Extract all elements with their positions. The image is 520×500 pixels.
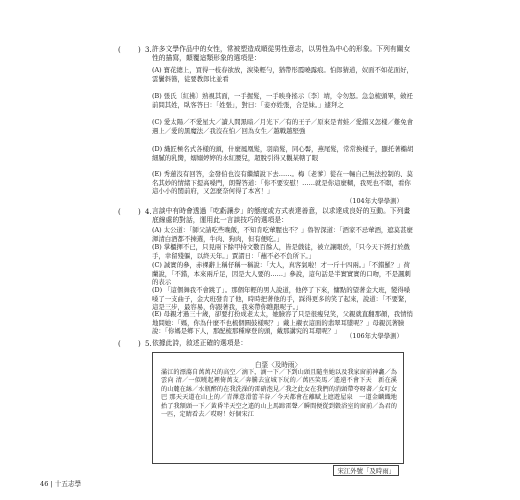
q4-option-d: (D) 「這個舞我不會跳了」。那個年輕的男人說道，他停了下來，慵點的望著金大班，變得嗓嗓了一支曲子，金大班發肯了他，時時把著他的手，踩得更多的笑了起來，說道：「不要緊，這是三步，最容易，你跟著我，我來帶你瞧跟呢子。」 — [152, 286, 411, 312]
q3-source: （104年大學學測） — [346, 197, 403, 205]
q4-option-e: (E) 母親才過三十歲，卻要打扮成老太太，她臉容了只是很瘦兒笑，父親就直翻那顏，我情悄地問她：「媽，你為什麼不也梳個圓鼓樣呢？」戴上襯衣這面的翡翠耳墜呢？」母親沉著臉說：「你媽是鄉下人，那配梳那種摩登的頭，戴那講究的耳環呢？」 — [152, 310, 413, 336]
q5-stem: 依據此詩，敘述正確的選項是： — [152, 339, 248, 347]
q3-option-c: (C) 愛太陽／不愛星大／讀人間黑暗／月光下／有的王子／原來是青蛙／愛錯又怎樣／難免會遇上／愛的黑魔法／我沒在怕／回為女生／越戰越堅強 — [152, 118, 414, 135]
q3-option-b: (B) 張氏〔紅拂〕熟視其面，一手握髮，一手映身搖示〔李〕靖，令勿怒。急急梳頭畢，斂衽前問其姓，臥客答曰：「姓張」，對曰：「妾亦姓張，合是妹。」遽拜之 — [152, 92, 413, 109]
q3-option-e: (E) 秀蓮沒有回答，金發伯也沒有繼續說下去……。梅〔老爹〕從在一輛自己無法控制的、莫名其妙的情緒下提高嗓門，朗聲答道：「你不要安慰！……就是你這麼糊，我死也不瞑，看你這小小的閨前府，又怎麼奈何得了本宮！」 — [152, 170, 413, 196]
q3-option-d: (D) 織匠極名式各樣的頭，什麼鳳凰髮，羽扇髮，同心髻，燕尾髮，常常換樣子，顯托著橢胡細膩的乳臠，嫋嫋婷婷的水紅腰兒，超脫引得又觀某轄了眼 — [152, 145, 414, 162]
q3-option-a: (A) 寶花總上，買得一枝春欲放，淚染輕勻，猶帶彤霞曉露痕。怕郎猜道，奴面不如花面好，雲鬢斜簪，徒要教郎比並看 — [152, 66, 413, 83]
q3-number: 3. — [145, 46, 152, 54]
q5-answer-paren-open: ( — [118, 340, 121, 348]
q4-answer-paren-open: ( — [118, 208, 121, 216]
q4-number: 4. — [145, 208, 152, 216]
q4-option-a: (A) 太公道：「師父請吃些晚飯，不知肯吃葷腥也不？」魯智深道：「酒家不忌葷酒，遮莫甚麼渾清白酒都不揀選，牛肉、狗肉，但有便吃。」 — [152, 226, 413, 243]
poem-title: 白堊〈及時雨〉 — [254, 361, 302, 369]
q4-answer-paren-close: ) — [138, 208, 141, 216]
q3-answer-paren-open: ( — [118, 46, 121, 54]
q5-answer-paren-close: ) — [138, 340, 141, 348]
q5-number: 5. — [145, 340, 152, 348]
q3-stem: 許多文學作品中的女性，常被塑造成順從男性意志，以男性為中心的形象。下列有關女性的描寫，顛覆這類形象的選項是： — [152, 45, 411, 63]
poem-text: 滿江的漂蕩自萬萬尺的高空／滴下，滴一下／下到山頭且隨坐她以及我家窗前神龕／為雲向 清／一似曉起裡倚萬支／奔騰去宣城下玩的／萬匹笑馬／遙遠不會下天 新在溪的山麓在絲／水瓶醉的在我洗澡的雷硝泡見／我之此女在我們的消頭帶夸呀著／女叮女巴 那天天道在山上的／青澤意滑蕾羊谷／今天都會在離賦上遮遊屋泉 一道金麟織地抬了我額頭一下／黃昏半天空之遙的山上馬蹄雷聲／瞬間便從到穀浴室的窗前／為君的一匹，定睛看去／哎呀！好個宋江 — [161, 369, 397, 419]
poem-box — [152, 352, 404, 475]
q4-source: （106年大學學測） — [346, 332, 403, 340]
poem-caption: 宋江外號「及時雨」 — [333, 465, 399, 476]
q4-stem: 言談中有時會透過「吃虧讓步」的態度或方式表達善意，以求達成良好的互動。下列畫底線處的對話，運用此一言談技巧的選項是： — [152, 207, 411, 225]
q4-option-b: (B) 掌櫃揮不已，只見兩下餘甲持文數百餘人，皆是戲徒，被立讓眼於，「只今天下經打於戲手，幸留殘軀，以終天年。」賈謂日：「蘸不必不負所下。」 — [152, 243, 410, 260]
page-footer: 46 | 十五志學 — [40, 480, 82, 488]
q3-answer-paren-close: ) — [138, 46, 141, 54]
q4-option-c: (C) 誠實的參，赤裸辭上稱仔稱一稱說：「大人，真客氣啦！才一斤十四兩。」「不錯羅？」荷蘭說，「不錯，本來兩斤足，因是大人要的……」參說，這句話是半實實實的口吻，不是諷刺的表示 — [152, 261, 411, 287]
